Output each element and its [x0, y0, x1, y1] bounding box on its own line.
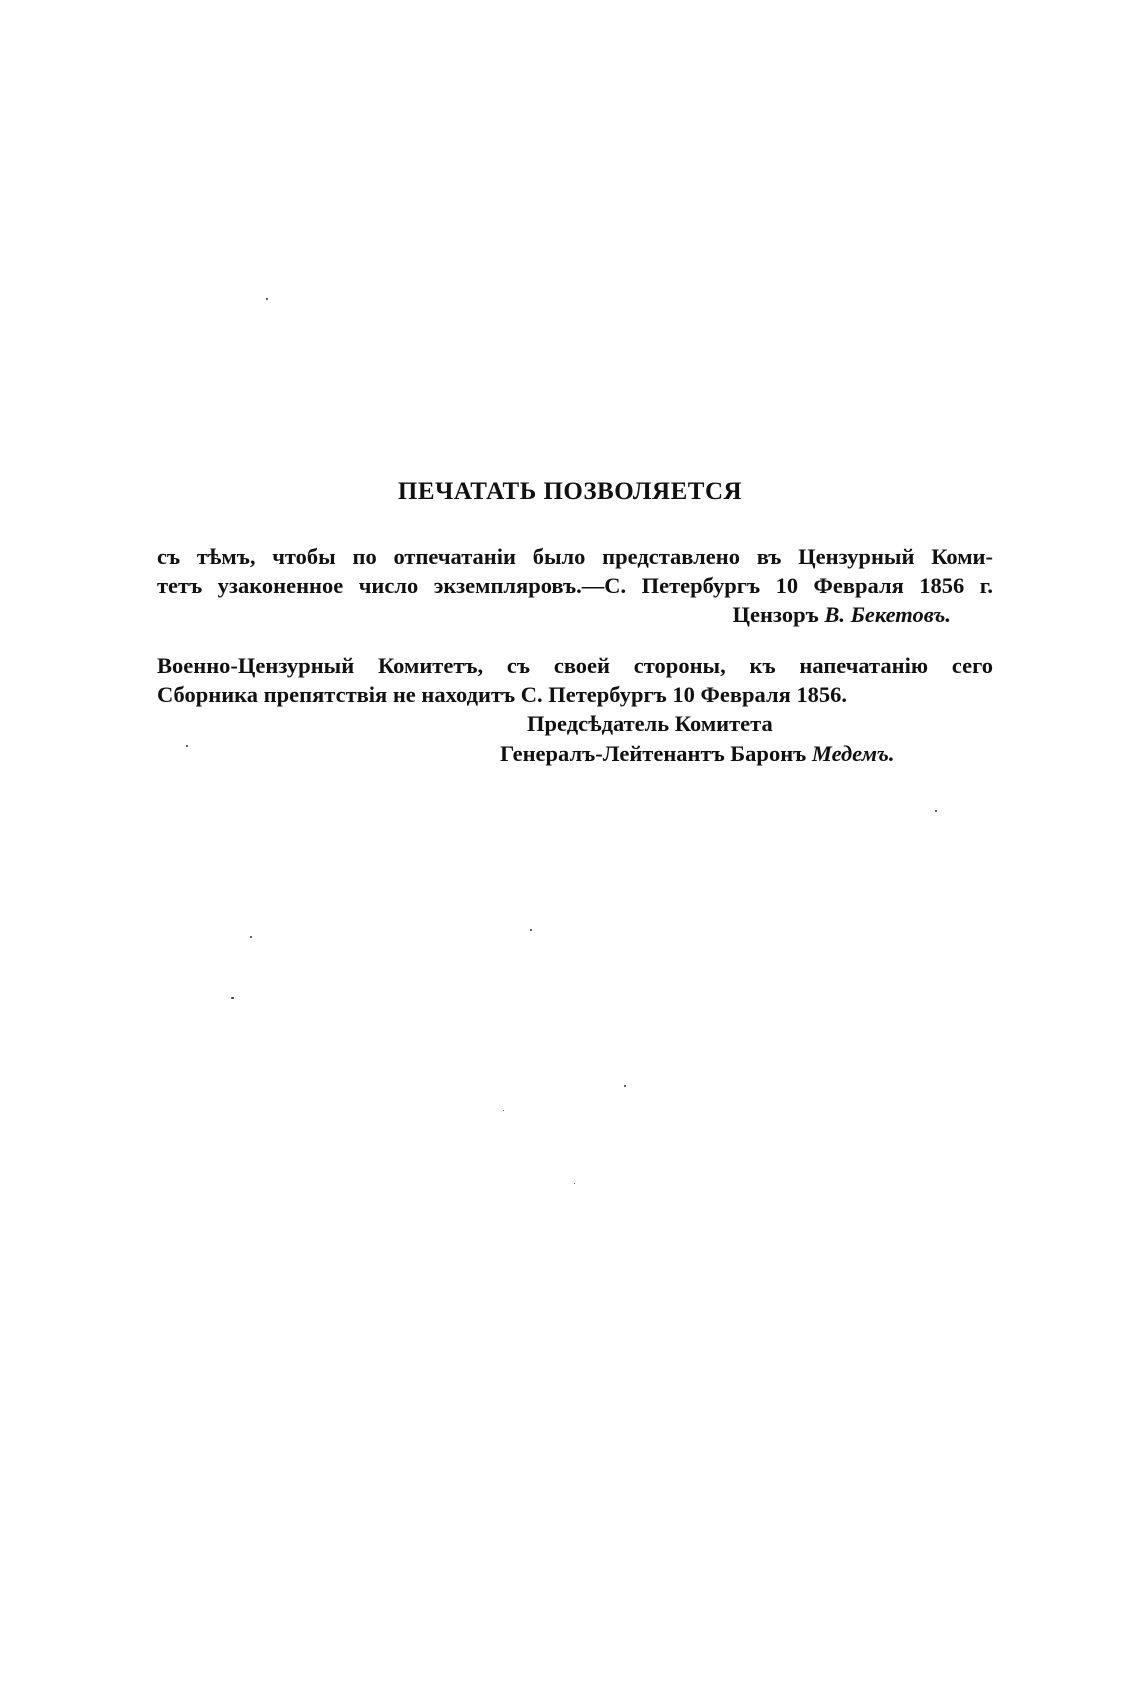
censor-signature-name: В. Бекетовъ.	[824, 602, 951, 627]
censor-signature	[157, 600, 993, 629]
censor-permission-block	[157, 542, 993, 629]
military-permission-block	[157, 651, 993, 709]
page-title: ПЕЧАТАТЬ ПОЗВОЛЯЕТСЯ	[397, 478, 743, 505]
chairman-signature	[500, 741, 895, 767]
scan-speck	[624, 1085, 626, 1087]
chairman-rank: Генералъ-Лейтенантъ Баронъ	[500, 741, 807, 766]
scan-speck	[530, 929, 532, 931]
scan-speck	[574, 1183, 575, 1184]
chairman-title: Предсѣдатель Комитета	[527, 711, 773, 736]
scan-speck	[250, 936, 252, 938]
scan-speck	[231, 997, 234, 999]
censor-permission-line-2: тетъ узаконенное число экземпляровъ.—С. Петербургъ 10 Февраля 1856 г.	[157, 573, 993, 598]
military-permission-line-2: Сборника препятствія не находитъ С. Петербургъ 10 Февраля 1856.	[157, 682, 848, 707]
scan-speck	[186, 745, 188, 747]
censor-signature-label: Цензоръ	[732, 602, 819, 627]
chairman-name: Медемъ.	[811, 741, 895, 766]
scan-speck	[503, 1110, 504, 1111]
scan-speck	[266, 298, 268, 300]
censor-permission-line-1: съ тѣмъ, чтобы по отпечатаніи было представлено въ Цензурный Коми-	[157, 544, 993, 569]
military-permission-line-1: Военно-Цензурный Комитетъ, съ своей стороны, къ напечатанію сего	[157, 653, 993, 678]
scan-speck	[935, 810, 937, 812]
